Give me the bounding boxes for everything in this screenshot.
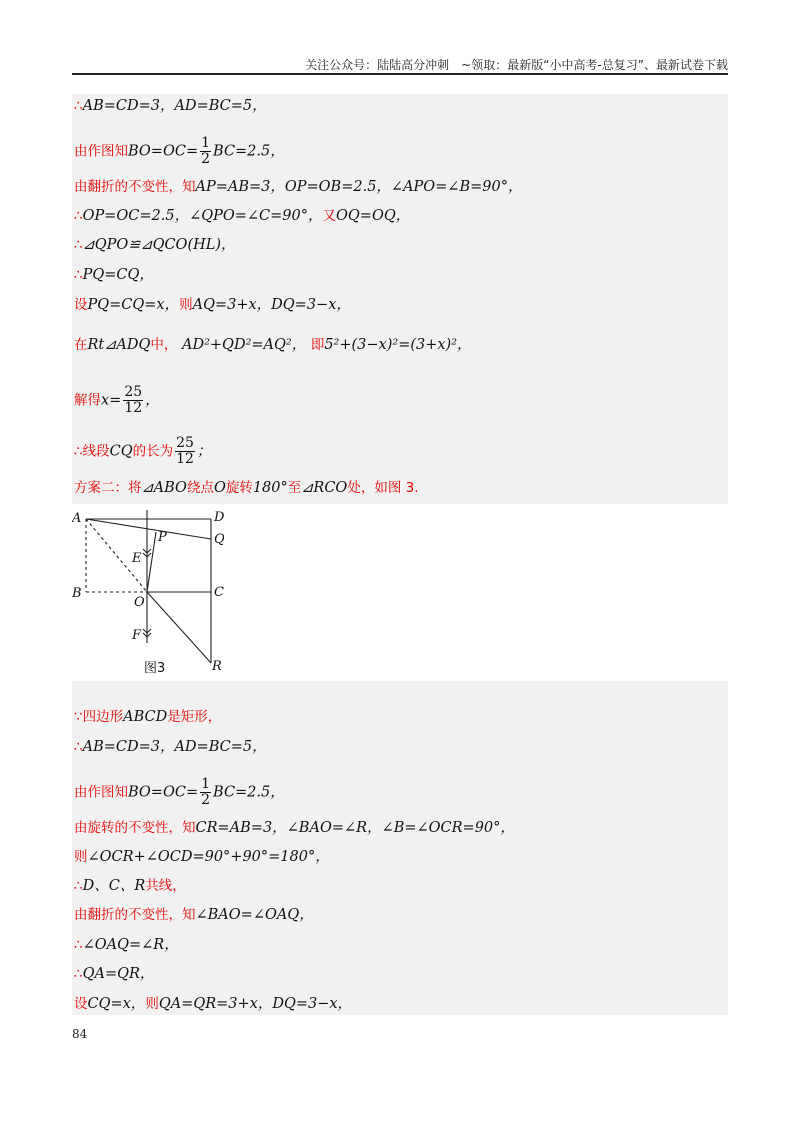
step-line-12: ∵四边形ABCD是矩形，: [74, 709, 222, 725]
fraction: $\frac{25}{12}$: [176, 435, 194, 467]
label-B: B: [72, 586, 82, 601]
label-R: R: [212, 659, 222, 674]
step-line-21: 设CQ=x，则QA=QR=3+x，DQ=3−x，: [74, 996, 353, 1012]
step-line-10: ∴线段CQ的长为 $\frac{25}{12}$ ；: [74, 435, 212, 467]
step-line-18: 由翻折的不变性，知∠BAO=∠OAQ，: [74, 907, 314, 923]
page-number: 84: [72, 1027, 88, 1041]
step-line-13: ∴AB=CD=3，AD=BC=5，: [74, 739, 267, 755]
label-F: F: [132, 628, 142, 643]
label-C: C: [214, 585, 224, 600]
label-E: E: [132, 551, 142, 566]
step-line-14: 由作图知BO=OC= $\frac{1}{2}$ BC=2.5，: [74, 776, 285, 808]
step-line-17: ∴D、C、R共线，: [74, 878, 186, 894]
page-header: 关注公众号：陆陆高分冲刺 ~领取：最新版“小中高考-总复习”、最新试卷下载: [305, 58, 728, 72]
fraction: $\frac{1}{2}$: [201, 776, 211, 808]
label-O: O: [134, 595, 145, 610]
step-line-19: ∴∠OAQ=∠R，: [74, 937, 179, 953]
step-line-9: 解得x= $\frac{25}{12}$ ，: [74, 384, 160, 416]
fraction: $\frac{1}{2}$: [201, 135, 211, 167]
header-rule: [72, 73, 728, 75]
step-line-2: 由作图知BO=OC= $\frac{1}{2}$ BC=2.5，: [74, 135, 285, 167]
segment-PO: [147, 532, 156, 592]
step-line-15: 由旋转的不变性，知CR=AB=3，∠BAO=∠R，∠B=∠OCR=90°，: [74, 820, 515, 836]
segment-AQ: [86, 519, 211, 539]
step-line-16: 则∠OCR+∠OCD=90°+90°=180°，: [74, 849, 330, 865]
geometry-figure-3: [72, 505, 224, 681]
step-line-7: 设PQ=CQ=x，则AQ=3+x，DQ=3−x，: [74, 297, 351, 313]
step-line-3: 由翻折的不变性，知AP=AB=3，OP=OB=2.5，∠APO=∠B=90°，: [74, 179, 523, 195]
label-P: P: [158, 530, 167, 545]
step-line-4: ∴OP=OC=2.5，∠QPO=∠C=90°，又OQ=OQ，: [74, 208, 411, 224]
figure-caption: 图3: [144, 661, 166, 676]
step-line-1: ∴AB=CD=3，AD=BC=5，: [74, 98, 267, 114]
step-line-20: ∴QA=QR，: [74, 966, 155, 982]
step-line-8: 在Rt⊿ADQ中， AD²+QD²=AQ²， 即5²+(3−x)²=(3+x)²，: [74, 337, 472, 353]
segment-OR: [147, 592, 211, 663]
label-Q: Q: [214, 532, 224, 547]
label-D: D: [214, 510, 224, 525]
step-line-5: ∴⊿QPO≌⊿QCO(HL)，: [74, 237, 236, 253]
step-line-11: 方案二：将⊿ABO绕点O旋转180°至⊿RCO处，如图 3.: [74, 480, 419, 496]
fraction: $\frac{25}{12}$: [124, 384, 143, 416]
step-line-6: ∴PQ=CQ，: [74, 267, 154, 283]
label-A: A: [72, 511, 82, 526]
figure-svg: [72, 505, 224, 681]
